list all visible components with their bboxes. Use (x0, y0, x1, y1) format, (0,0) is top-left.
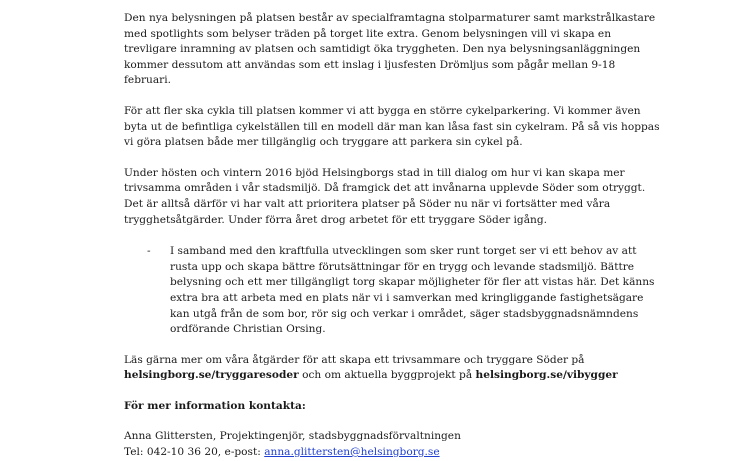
quote-item (124, 244, 664, 338)
paragraph-lighting: Den nya belysningen på platsen består av specialframtagna stolparmaturer samt markstrålkastare med spotlights som belyser träden på torget lite extra. Genom belysningen vill vi skapa en trevligare inramning av platsen och samtidigt öka tryggheten. Den nya belysningsanläggningen kommer dessutom att användas som ett inslag i ljusfesten Drömljus som pågår mellan 9-18 februari. (124, 12, 656, 87)
contact-email-link[interactable]: anna.glittersten@helsingborg.se (264, 446, 440, 459)
quote-list (124, 244, 664, 338)
document-page (124, 11, 664, 461)
link-trygga-soder: helsingborg.se/tryggaresoder (124, 369, 299, 382)
paragraph-read-more (124, 353, 664, 384)
contact-heading-text: För mer information kontakta: (124, 399, 306, 412)
paragraph-dialogue: Under hösten och vintern 2016 bjöd Helsingborgs stad in till dialog om hur vi kan skapa mer trivsamma områden i vår stadsmiljö. Då framgick det att invånarna upplevde Söder som otryggt. Det är alltså därför vi har valt att prioritera platser på Söder nu när vi fortsätter med våra trygghetsåtgärder. Under förra året drog arbetet för ett tryggare Söder igång. (124, 166, 646, 226)
paragraph-bike-parking: För att fler ska cykla till platsen kommer vi att bygga en större cykelparkering. Vi kommer även byta ut de befintliga cykelställen till en modell där man kan låsa fast sin cykelram. På så vis hoppas vi göra platsen både mer tillgänglig och tryggare att parkera sin cykel på. (124, 104, 660, 149)
contact-phone-prefix: Tel: 042-10 36 20, e-post: (124, 446, 261, 459)
read-more-middle: och om aktuella byggprojekt på (302, 369, 473, 382)
read-more-prefix: Läs gärna mer om våra åtgärder för att skapa ett trivsammare och tryggare Söder på (124, 353, 585, 366)
contact-name-line: Anna Glittersten, Projektingenjör, stadsbyggnadsförvaltningen (124, 430, 461, 443)
quote-text: I samband med den kraftfulla utvecklingen som sker runt torget ser vi ett behov av att rusta upp och skapa bättre förutsättningar för en trygg och levande stadsmiljö. Bättre belysning och ett mer tillgängligt torg skapar möjligheter för fler att vistas här. Det känns extra bra att arbeta med en plats när vi i samverkan med kringliggande fastighetsägare kan utgå från de som bor, rör sig och verkar i området, säger stadsbyggnadsnämndens ordförande Christian Orsing. (170, 245, 655, 336)
link-vibygger: helsingborg.se/vibygger (475, 369, 618, 382)
contact-phone-line (124, 445, 664, 461)
bullet-dash-icon: - (147, 245, 151, 258)
contact-heading (124, 399, 664, 415)
